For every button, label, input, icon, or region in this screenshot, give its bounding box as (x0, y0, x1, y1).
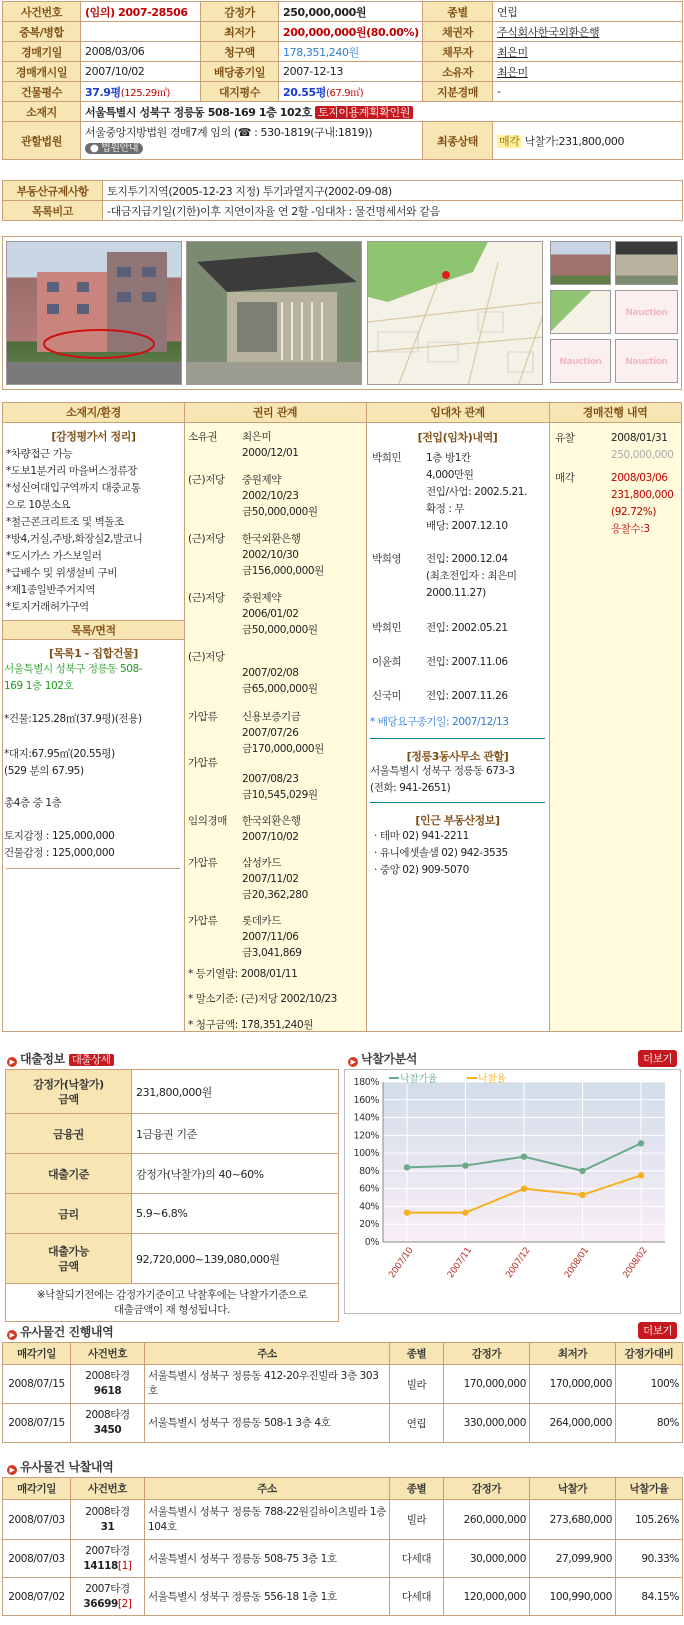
right-detail: 금50,000,000원 (242, 506, 318, 518)
office-title: [정릉3동사무소 관할] (406, 750, 509, 763)
col-header: 종별 (390, 1478, 444, 1500)
right-type: (근)저당 (188, 592, 225, 604)
agent-item[interactable]: · 유니에셋솔샘 02) 942-3535 (374, 847, 508, 859)
row-case-prefix: 2007타경 (85, 1582, 130, 1595)
claim-label: 청구액 (201, 42, 279, 62)
similar-sold-table (2, 1477, 683, 1616)
right-detail: 중원제약 (242, 592, 281, 604)
progress-type: 유찰 (555, 432, 575, 444)
loan-value: 1금융권 기준 (132, 1114, 339, 1154)
legend-label: 낙찰율 (478, 1074, 506, 1085)
photo-building[interactable] (6, 241, 182, 385)
row-appraisal: 30,000,000 (444, 1540, 530, 1578)
right-type: 소유권 (188, 431, 218, 443)
court-info-button[interactable] (85, 143, 143, 154)
row-min: 264,000,000 (530, 1404, 616, 1443)
creditor-link[interactable]: 주식회사한국외환은행 (493, 22, 683, 42)
base-right: * 말소기준: (근)저당 2002/10/23 (188, 993, 337, 1005)
loan-section-title (7, 1050, 114, 1067)
land-eval: 토지감정 : 125,000,000 (4, 830, 115, 842)
loan-detail-button[interactable]: 대출상세 (69, 1054, 114, 1066)
row-type: 연립 (390, 1404, 444, 1443)
right-type: (근)저당 (188, 651, 225, 663)
row-case-number: 3450 (93, 1424, 122, 1436)
regulation-value: 토지투기지역(2005-12-23 지정) 투기과열지구(2002-09-08) (103, 181, 683, 201)
col-rights-header: 권리 관계 (184, 403, 366, 423)
similar-progress-section-title (7, 1323, 113, 1340)
row-ratio: 105.26% (616, 1500, 683, 1540)
right-detail: 금156,000,000원 (242, 565, 324, 577)
right-type: 가압류 (188, 711, 218, 723)
col-location-header: 소재지/환경 (3, 403, 184, 423)
analysis-more-button[interactable]: 더보기 (638, 1050, 677, 1067)
y-tick-label: 120% (353, 1130, 379, 1142)
tenant-detail: 전입: 2000.12.04 (426, 553, 508, 565)
eval-item: *성신여대입구역까지 대중교통 (6, 482, 141, 494)
x-tick-label: 2007/11 (445, 1245, 474, 1281)
land-use-button[interactable]: 토지이용계획확인원 (315, 106, 413, 119)
tenant-name: 박희민 (372, 622, 402, 634)
share-value: - (493, 82, 683, 102)
y-tick-label: 140% (353, 1112, 379, 1124)
eval-item: *도보1분거리 마을버스정류장 (6, 465, 137, 477)
tenant-name: 박희영 (372, 553, 402, 565)
note-label: 목록비고 (3, 201, 103, 221)
row-case[interactable] (71, 1578, 145, 1616)
row-addr[interactable]: 서울특별시 성북구 정릉동 556-18 1층 1호 (145, 1578, 390, 1616)
thumb-5: Nauction (550, 339, 611, 383)
col-header: 주소 (145, 1343, 390, 1365)
loan-value: 5.9~6.8% (132, 1194, 339, 1234)
table-row[interactable] (3, 1540, 683, 1578)
office-tel: (전화: 941-2651) (370, 782, 451, 794)
addr-label: 소재지 (3, 102, 81, 122)
row-ratio: 80% (616, 1404, 683, 1443)
data-point (579, 1168, 585, 1174)
row-case-prefix: 2008타경 (85, 1370, 130, 1382)
loan-table (5, 1069, 339, 1322)
y-tick-label: 20% (359, 1219, 379, 1231)
y-tick-label: 0% (364, 1237, 379, 1248)
row-date: 2008/07/03 (3, 1540, 71, 1578)
court-info-label: 법원안내 (101, 143, 139, 154)
row-appraisal: 120,000,000 (444, 1578, 530, 1616)
table-row[interactable] (3, 1404, 683, 1443)
land-area-value (279, 82, 423, 102)
bullet-icon: ▶ (7, 1330, 17, 1340)
right-type: 가압류 (188, 915, 218, 927)
similar-sold-title: 유사물건 낙찰내역 (20, 1460, 114, 1474)
row-date: 2008/07/02 (3, 1578, 71, 1616)
type-label: 종별 (423, 2, 493, 22)
row-ratio: 100% (616, 1365, 683, 1404)
row-type: 빌라 (390, 1365, 444, 1404)
analysis-section-title (348, 1050, 417, 1067)
dividend-request: * 배당요구종기일: 2007/12/13 (370, 716, 509, 728)
right-detail: 2007/11/02 (242, 873, 299, 885)
debtor-label: 채무자 (423, 42, 493, 62)
row-case-suffix: [1] (117, 1559, 132, 1572)
eval-item: *도시가스 가스보일러 (6, 550, 102, 562)
right-type: 임의경매 (188, 815, 227, 827)
regulation-table (2, 180, 683, 221)
row-price: 273,680,000 (530, 1500, 616, 1540)
progress-price: 231,800,000 (611, 489, 674, 501)
thumb-6: Nauction (615, 339, 678, 383)
list-addr: 169 1층 102호 (4, 680, 74, 692)
row-appraisal: 260,000,000 (444, 1500, 530, 1540)
right-detail: 2002/10/30 (242, 549, 299, 561)
tenant-detail: 배당: 2007.12.10 (426, 520, 508, 532)
table-row[interactable] (3, 1578, 683, 1616)
list-addr: 서울특별시 성북구 정릉동 508- (4, 663, 143, 675)
tenant-detail: 전입: 2007.11.06 (426, 656, 508, 668)
land-area-py: 20.55평 (283, 85, 327, 99)
lease-divider (370, 738, 545, 739)
debtor-link[interactable]: 최은미 (493, 42, 683, 62)
loan-value: 92,720,000~139,080,000원 (132, 1234, 339, 1284)
map-marker-icon (442, 271, 450, 279)
row-case-number: 31 (100, 1520, 115, 1533)
row-appraisal: 170,000,000 (444, 1365, 530, 1404)
col-header: 사건번호 (71, 1343, 145, 1365)
col-header: 낙찰가율 (616, 1478, 683, 1500)
thumb-3[interactable] (550, 290, 611, 334)
col-divider (366, 403, 367, 1031)
y-tick-label: 60% (359, 1183, 379, 1195)
eval-item: *철근콘크리트조 및 벽돌조 (6, 516, 124, 528)
loan-note-line: ※낙찰되기전에는 감정가기준이고 낙찰후에는 낙찰가기준으로 (36, 1288, 308, 1301)
addr-value: 서울특별시 성북구 정릉동 508-169 1층 102호 (85, 105, 312, 119)
loan-label: 대출기준 (6, 1154, 132, 1194)
row-ratio: 84.15% (616, 1578, 683, 1616)
row-case-number: 14118 (83, 1559, 118, 1572)
case-no: (임의) 2007-28506 (81, 2, 201, 22)
row-type: 다세대 (390, 1578, 444, 1616)
bldg-area: *건물:125.28㎡(37.9평)(전용) (4, 713, 142, 725)
start-date-label: 경매기일 (3, 42, 81, 62)
progress-date: 2008/03/06 (611, 472, 668, 484)
tenant-name: 박희민 (372, 452, 402, 464)
similar-progress-title: 유사물건 진행내역 (20, 1325, 114, 1339)
data-point (521, 1185, 527, 1191)
bullet-icon: ▶ (7, 1465, 17, 1475)
tenant-detail: 2000.11.27) (426, 587, 486, 599)
row-date: 2008/07/03 (3, 1500, 71, 1540)
bldg-area-py: 37.9평 (85, 85, 121, 99)
right-detail: 2007/11/06 (242, 931, 299, 943)
x-tick-label: 2008/02 (621, 1245, 650, 1281)
photo-map-drawing (368, 242, 543, 385)
bldg-area-value (81, 82, 201, 102)
row-price: 100,990,000 (530, 1578, 616, 1616)
row-case[interactable] (71, 1540, 145, 1578)
similar-sold-section-title (7, 1458, 113, 1475)
start-date-value: 2008/03/06 (81, 42, 201, 62)
col-divider (184, 403, 185, 1031)
data-point (404, 1209, 410, 1215)
row-case-prefix: 2007타경 (85, 1544, 130, 1557)
right-detail: 최은미 (242, 431, 272, 443)
tenant-name: 이윤희 (372, 656, 402, 668)
right-detail: 금50,000,000원 (242, 624, 318, 636)
y-tick-label: 180% (353, 1077, 379, 1088)
col-header: 매각기일 (3, 1478, 71, 1500)
photo-entrance-drawing (187, 242, 362, 385)
analysis-chart (345, 1070, 680, 1313)
loan-label: 금리 (6, 1194, 132, 1234)
tenant-detail: 전입: 2002.05.21 (426, 622, 508, 634)
table-row[interactable] (3, 1365, 683, 1404)
right-detail: 한국외환은행 (242, 815, 301, 827)
bullet-icon: ▶ (7, 1057, 17, 1067)
loan-label: 감정가(낙찰가) 금액 (6, 1070, 132, 1114)
loan-note (6, 1284, 339, 1322)
right-type: 가압류 (188, 857, 218, 869)
dividend-value: 2007-12-13 (279, 62, 423, 82)
col-header: 사건번호 (71, 1478, 145, 1500)
right-type: (근)저당 (188, 474, 225, 486)
right-detail: 2006/01/02 (242, 608, 299, 620)
right-type: (근)저당 (188, 533, 225, 545)
col-divider (549, 403, 550, 1031)
right-detail: 신용보증기금 (242, 711, 301, 723)
info-icon: ● (90, 143, 99, 154)
row-ratio: 90.33% (616, 1540, 683, 1578)
right-detail: 2000/12/01 (242, 447, 299, 459)
row-case-suffix: [2] (117, 1597, 132, 1610)
similar-progress-table (2, 1342, 683, 1443)
row-case-number: 36699 (83, 1597, 118, 1610)
data-point (462, 1209, 468, 1215)
data-point (579, 1192, 585, 1198)
data-point (521, 1153, 527, 1159)
row-case-prefix: 2008타경 (85, 1409, 130, 1421)
claim-value: 178,351,240원 (279, 42, 423, 62)
eval-item: *토지거래허가구역 (6, 601, 89, 613)
land-share: (529 분의 67.95) (4, 765, 84, 777)
analysis-title: 낙찰가분석 (361, 1052, 417, 1066)
progress-rate: (92.72%) (611, 506, 657, 518)
col-header: 주소 (145, 1478, 390, 1500)
tenant-name: 신국미 (372, 690, 402, 702)
bldg-eval: 건물감정 : 125,000,000 (4, 847, 115, 859)
x-tick-label: 2007/12 (504, 1245, 533, 1281)
loan-value: 231,800,000원 (132, 1070, 339, 1114)
right-detail: 2007/07/26 (242, 727, 299, 739)
creditor-label: 채권자 (423, 22, 493, 42)
tenant-detail: 확정 : 무 (426, 503, 465, 515)
final-label: 최종상태 (423, 122, 493, 160)
col-header: 매각기일 (3, 1343, 71, 1365)
type-value: 연립 (493, 2, 683, 22)
tenant-detail: 4,000만원 (426, 469, 474, 481)
col-header: 종별 (390, 1343, 444, 1365)
photo-map[interactable] (367, 241, 543, 385)
table-row[interactable] (3, 1500, 683, 1540)
col-header: 감정가 (444, 1478, 530, 1500)
right-detail: 삼성카드 (242, 857, 281, 869)
row-case[interactable] (71, 1365, 145, 1404)
row-case[interactable] (71, 1500, 145, 1540)
begin-label: 경매개시일 (3, 62, 81, 82)
eval-item: *차량접근 가능 (6, 448, 73, 460)
data-point (404, 1164, 410, 1170)
y-tick-label: 100% (353, 1148, 379, 1160)
eval-item: 으로 10분소요 (6, 499, 71, 511)
bldg-area-label: 건물평수 (3, 82, 81, 102)
right-detail: 중원제약 (242, 474, 281, 486)
min-price-value: 200,000,000원(80.00%) (279, 22, 423, 42)
location-divider (6, 868, 180, 869)
case-no-label: 사건번호 (3, 2, 81, 22)
row-case-prefix: 2008타경 (85, 1505, 130, 1518)
begin-value: 2007/10/02 (81, 62, 201, 82)
tenant-detail: 전입/사업: 2002.5.21. (426, 486, 527, 498)
dup-label: 중복/병합 (3, 22, 81, 42)
share-label: 지분경매 (423, 82, 493, 102)
row-min: 170,000,000 (530, 1365, 616, 1404)
court-value: 서울중앙지방법원 경매7계 임의 (☎ : 530-1819(구내:1819)) (85, 126, 373, 139)
floors: 총4층 중 1층 (4, 797, 62, 809)
claim-total: * 청구금액: 178,351,240원 (188, 1019, 313, 1031)
thumb-2[interactable] (615, 241, 678, 285)
right-detail: 금3,041,869 (242, 947, 302, 959)
progress-bids: 응찰수:3 (611, 523, 650, 535)
right-detail: 2007/02/08 (242, 667, 299, 679)
col-lease-header: 임대차 관계 (366, 403, 549, 423)
tenant-detail: (최초전입자 : 최은미 (426, 570, 517, 582)
loan-label: 대출가능 금액 (6, 1234, 132, 1284)
list-header: 목록/면적 (3, 620, 184, 640)
row-addr[interactable]: 서울특별시 성북구 정릉동 508-75 3층 1호 (145, 1540, 390, 1578)
eval-item: *급배수 및 위생설비 구비 (6, 567, 118, 579)
tenant-detail: 전입: 2007.11.26 (426, 690, 508, 702)
loan-label: 금융권 (6, 1114, 132, 1154)
office-addr: 서울특별시 성북구 정릉동 673-3 (370, 765, 515, 777)
reg-view: * 등기열람: 2008/01/11 (188, 968, 298, 980)
dividend-label: 배당종기일 (201, 62, 279, 82)
lease-title: [전입(임차)내역] (417, 431, 498, 444)
court-label: 관할법원 (3, 122, 81, 160)
progress-type: 매각 (555, 472, 575, 484)
right-detail: 롯데카드 (242, 915, 281, 927)
col-progress-header: 경매진행 내역 (549, 403, 681, 423)
right-detail: 2002/10/23 (242, 490, 299, 502)
owner-link[interactable]: 최은미 (493, 62, 683, 82)
final-value: 낙찰가:231,800,000 (524, 134, 625, 148)
final-tag: 매각 (499, 134, 520, 148)
row-addr[interactable]: 서울특별시 성북구 정릉동 412-20우진빌라 3층 303호 (145, 1365, 390, 1404)
regulation-label: 부동산규제사항 (3, 181, 103, 201)
eval-item: *방4,거실,주방,화장실2,발코니 (6, 533, 143, 545)
x-tick-label: 2007/10 (387, 1245, 416, 1281)
right-detail: 금20,362,280 (242, 889, 308, 901)
right-detail: 금170,000,000원 (242, 743, 324, 755)
data-point (638, 1140, 644, 1146)
progress-date: 2008/01/31 (611, 432, 668, 444)
photo-building-drawing (7, 242, 182, 385)
addr-cell (81, 102, 683, 122)
data-point (462, 1162, 468, 1168)
thumb-1[interactable] (550, 241, 611, 285)
row-type: 다세대 (390, 1540, 444, 1578)
agent-title: [인근 부동산정보] (415, 814, 500, 827)
note-value: -대금지급기일(기한)이후 지연이자율 연 2할 -임대차 : 물건명세서와 같음 (103, 201, 683, 221)
land-area-label: 대지평수 (201, 82, 279, 102)
eval-item: *제1종일반주거지역 (6, 584, 96, 596)
row-type: 빌라 (390, 1500, 444, 1540)
land-area: *대지:67.95㎡(20.55평) (4, 748, 115, 760)
row-appraisal: 330,000,000 (444, 1404, 530, 1443)
col-header: 감정가 (444, 1343, 530, 1365)
data-point (638, 1172, 644, 1178)
loan-note-line: 대출금액이 재 형성됩니다. (114, 1303, 230, 1316)
eval-title: [감정평가서 정리] (51, 430, 136, 443)
legend-label: 낙찰가율 (400, 1074, 438, 1085)
row-case[interactable] (71, 1404, 145, 1443)
appraisal-value: 250,000,000원 (279, 2, 423, 22)
similar-progress-more-button[interactable]: 더보기 (638, 1322, 677, 1339)
lease-divider (370, 802, 545, 803)
row-date: 2008/07/15 (3, 1365, 71, 1404)
col-header: 감정가대비 (616, 1343, 683, 1365)
agent-item[interactable]: · 중앙 02) 909-5070 (374, 864, 469, 876)
row-price: 27,099,900 (530, 1540, 616, 1578)
appraisal-label: 감정가 (201, 2, 279, 22)
tenant-detail: 1층 방1칸 (426, 452, 471, 464)
right-detail: 금10,545,029원 (242, 789, 318, 801)
right-type: 가압류 (188, 757, 218, 769)
row-case-number: 9618 (93, 1385, 122, 1397)
loan-value: 감정가(낙찰가)의 40~60% (132, 1154, 339, 1194)
right-detail: 2007/08/23 (242, 773, 299, 785)
thumb-4: Nauction (615, 290, 678, 334)
agent-item[interactable]: · 테마 02) 941-2211 (374, 830, 469, 842)
col-header: 낙찰가 (530, 1478, 616, 1500)
x-tick-label: 2008/01 (562, 1245, 591, 1281)
right-detail: 금65,000,000원 (242, 683, 318, 695)
bullet-icon: ▶ (348, 1057, 358, 1067)
row-date: 2008/07/15 (3, 1404, 71, 1443)
min-price-label: 최저가 (201, 22, 279, 42)
y-tick-label: 160% (353, 1094, 379, 1106)
right-detail: 2007/10/02 (242, 831, 299, 843)
photo-entrance[interactable] (186, 241, 362, 385)
land-area-m2: (67.9㎡) (326, 87, 364, 99)
bldg-area-m2: (125.29㎡) (120, 87, 170, 99)
row-addr[interactable]: 서울특별시 성북구 정릉동 508-1 3층 4호 (145, 1404, 390, 1443)
loan-title: 대출정보 (20, 1052, 65, 1066)
y-tick-label: 40% (359, 1201, 379, 1213)
row-addr[interactable]: 서울특별시 성북구 정릉동 788-22원길하이츠빌라 1층 104호 (145, 1500, 390, 1540)
progress-price: 250,000,000 (611, 449, 674, 461)
col-header: 최저가 (530, 1343, 616, 1365)
right-detail: 한국외환은행 (242, 533, 301, 545)
court-cell (81, 122, 423, 160)
owner-label: 소유자 (423, 62, 493, 82)
list-title: [목록1 - 집합건물] (49, 647, 138, 660)
y-tick-label: 80% (359, 1165, 379, 1177)
summary-table (2, 1, 683, 160)
dup-value (81, 22, 201, 42)
final-cell (493, 122, 683, 160)
